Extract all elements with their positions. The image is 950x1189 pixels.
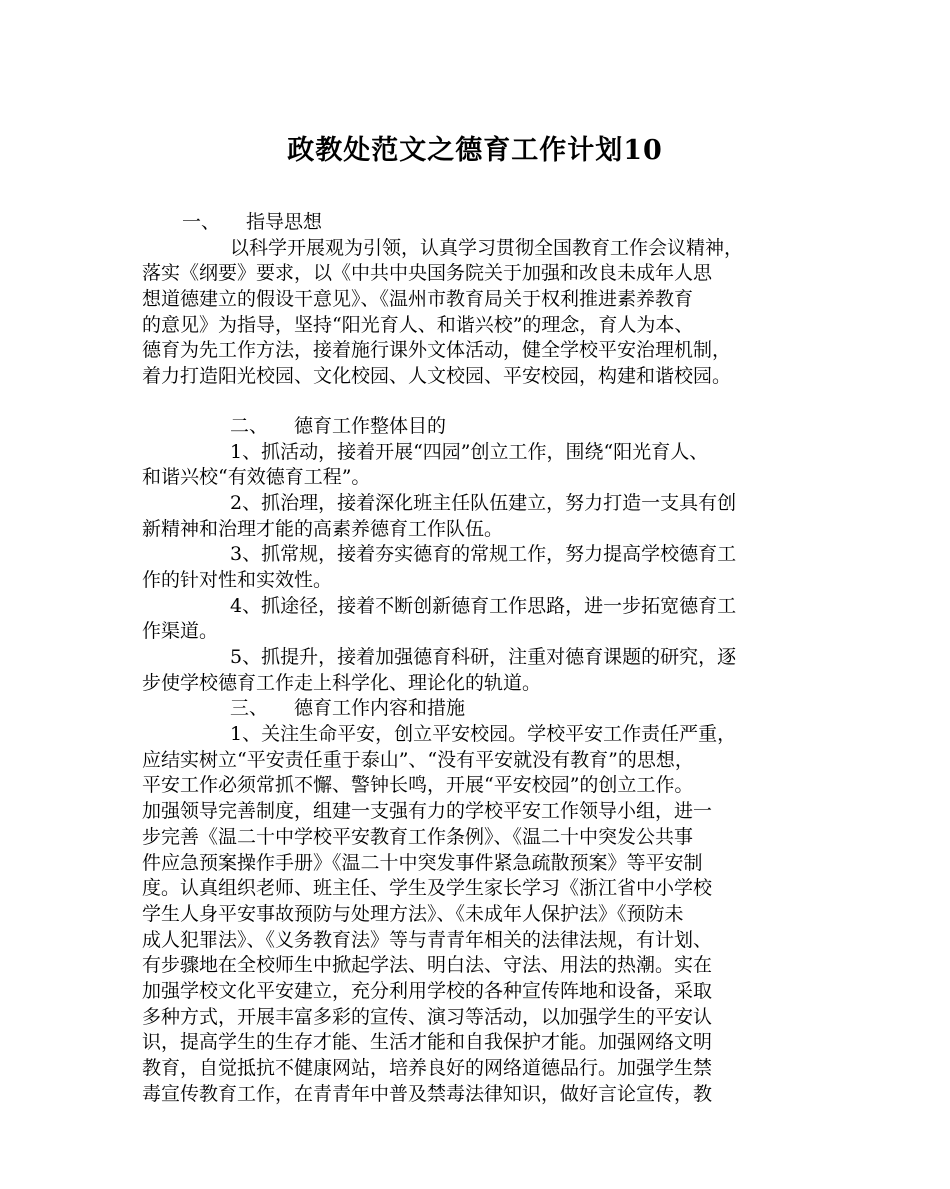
paragraph-line: 2、抓治理，接着深化班主任队伍建立，努力打造一支具有创 <box>230 491 737 514</box>
section-title: 指导思想 <box>246 211 323 233</box>
paragraph-line: 德育为先工作方法，接着施行课外文体活动，健全学校平安治理机制， <box>142 339 732 362</box>
paragraph-line: 学生人身平安事故预防与处理方法》、《未成年人保护法》《预防未 <box>142 902 684 925</box>
paragraph-line: 步完善《温二十中学校平安教育工作条例》、《温二十中突发公共事 <box>142 825 694 848</box>
document-body <box>142 210 808 1107</box>
paragraph-line: 加强学校文化平安建立，充分利用学校的各种宣传阵地和设备，采取 <box>142 979 713 1002</box>
paragraph-line: 有步骤地在全校师生中掀起学法、明白法、守法、用法的热潮。实在 <box>142 954 713 977</box>
paragraph-line: 作渠道。 <box>142 620 219 643</box>
section-title: 德育工作整体目的 <box>294 414 447 437</box>
spacer <box>142 390 808 414</box>
paragraph-line: 识，提高学生的生存才能、生活才能和自我保护才能。加强网络文明 <box>142 1031 713 1054</box>
paragraph-line: 新精神和治理才能的高素养德育工作队伍。 <box>142 517 504 540</box>
paragraph-line: 1、关注生命平安，创立平安校园。学校平安工作责任严重， <box>230 723 737 746</box>
paragraph-line: 毒宣传教育工作，在青青年中普及禁毒法律知识，做好言论宣传，教 <box>142 1082 713 1105</box>
paragraph-line: 的意见》为指导，坚持“阳光育人、和谐兴校”的理念，育人为本、 <box>142 313 694 336</box>
paragraph-line: 着力打造阳光校园、文化校园、人文校园、平安校园，构建和谐校园。 <box>142 365 732 388</box>
paragraph-line: 作的针对性和实效性。 <box>142 568 333 591</box>
section-number: 二、 <box>230 414 269 437</box>
paragraph-line: 3、抓常规，接着夯实德育的常规工作，努力提高学校德育工 <box>230 543 737 566</box>
paragraph-line: 度。认真组织老师、班主任、学生及学生家长学习《浙江省中小学校 <box>142 877 713 900</box>
paragraph-line: 5、抓提升，接着加强德育科研，注重对德育课题的研究，逐 <box>230 646 737 668</box>
paragraph-line: 教育，自觉抵抗不健康网站，培养良好的网络道德品行。加强学生禁 <box>142 1057 713 1079</box>
paragraph-line: 平安工作必须常抓不懈、警钟长鸣，开展“平安校园”的创立工作。 <box>142 774 694 797</box>
section-number: 一、 <box>182 211 221 233</box>
paragraph-line: 和谐兴校“有效德育工程”。 <box>142 466 371 489</box>
section-number: 三、 <box>230 697 269 720</box>
paragraph-line: 多种方式，开展丰富多彩的宣传、演习等活动，以加强学生的平安认 <box>142 1005 713 1028</box>
paragraph-line: 4、抓途径，接着不断创新德育工作思路，进一步拓宽德育工 <box>230 594 737 617</box>
paragraph-line: 1、抓活动，接着开展“四园”创立工作，围绕“阳光育人、 <box>230 440 709 463</box>
section-title: 德育工作内容和措施 <box>294 697 466 720</box>
section-heading <box>142 210 808 236</box>
section-heading <box>142 414 808 440</box>
paragraph-line: 想道德建立的假设干意见》、《温州市教育局关于权利推进素养教育 <box>142 288 694 311</box>
paragraph-line: 成人犯罪法》、《义务教育法》等与青青年相关的法律法规，有计划、 <box>142 928 713 951</box>
paragraph-line: 加强领导完善制度，组建一支强有力的学校平安工作领导小组，进一 <box>142 800 713 823</box>
paragraph-line: 落实《纲要》要求，以《中共中央国务院关于加强和改良未成年人思 <box>142 262 713 285</box>
paragraph-line: 以科学开展观为引领，认真学习贯彻全国教育工作会议精神， <box>230 236 744 259</box>
section-heading <box>142 696 808 722</box>
paragraph-line: 应结实树立“平安责任重于泰山”、“没有平安就没有教育”的思想， <box>142 748 694 771</box>
paragraph-line: 步使学校德育工作走上科学化、理论化的轨道。 <box>142 671 542 694</box>
paragraph-line: 件应急预案操作手册》《温二十中突发事件紧急疏散预案》等平安制 <box>142 851 703 874</box>
document-title: 政教处范文之德育工作计划10 <box>287 135 663 166</box>
